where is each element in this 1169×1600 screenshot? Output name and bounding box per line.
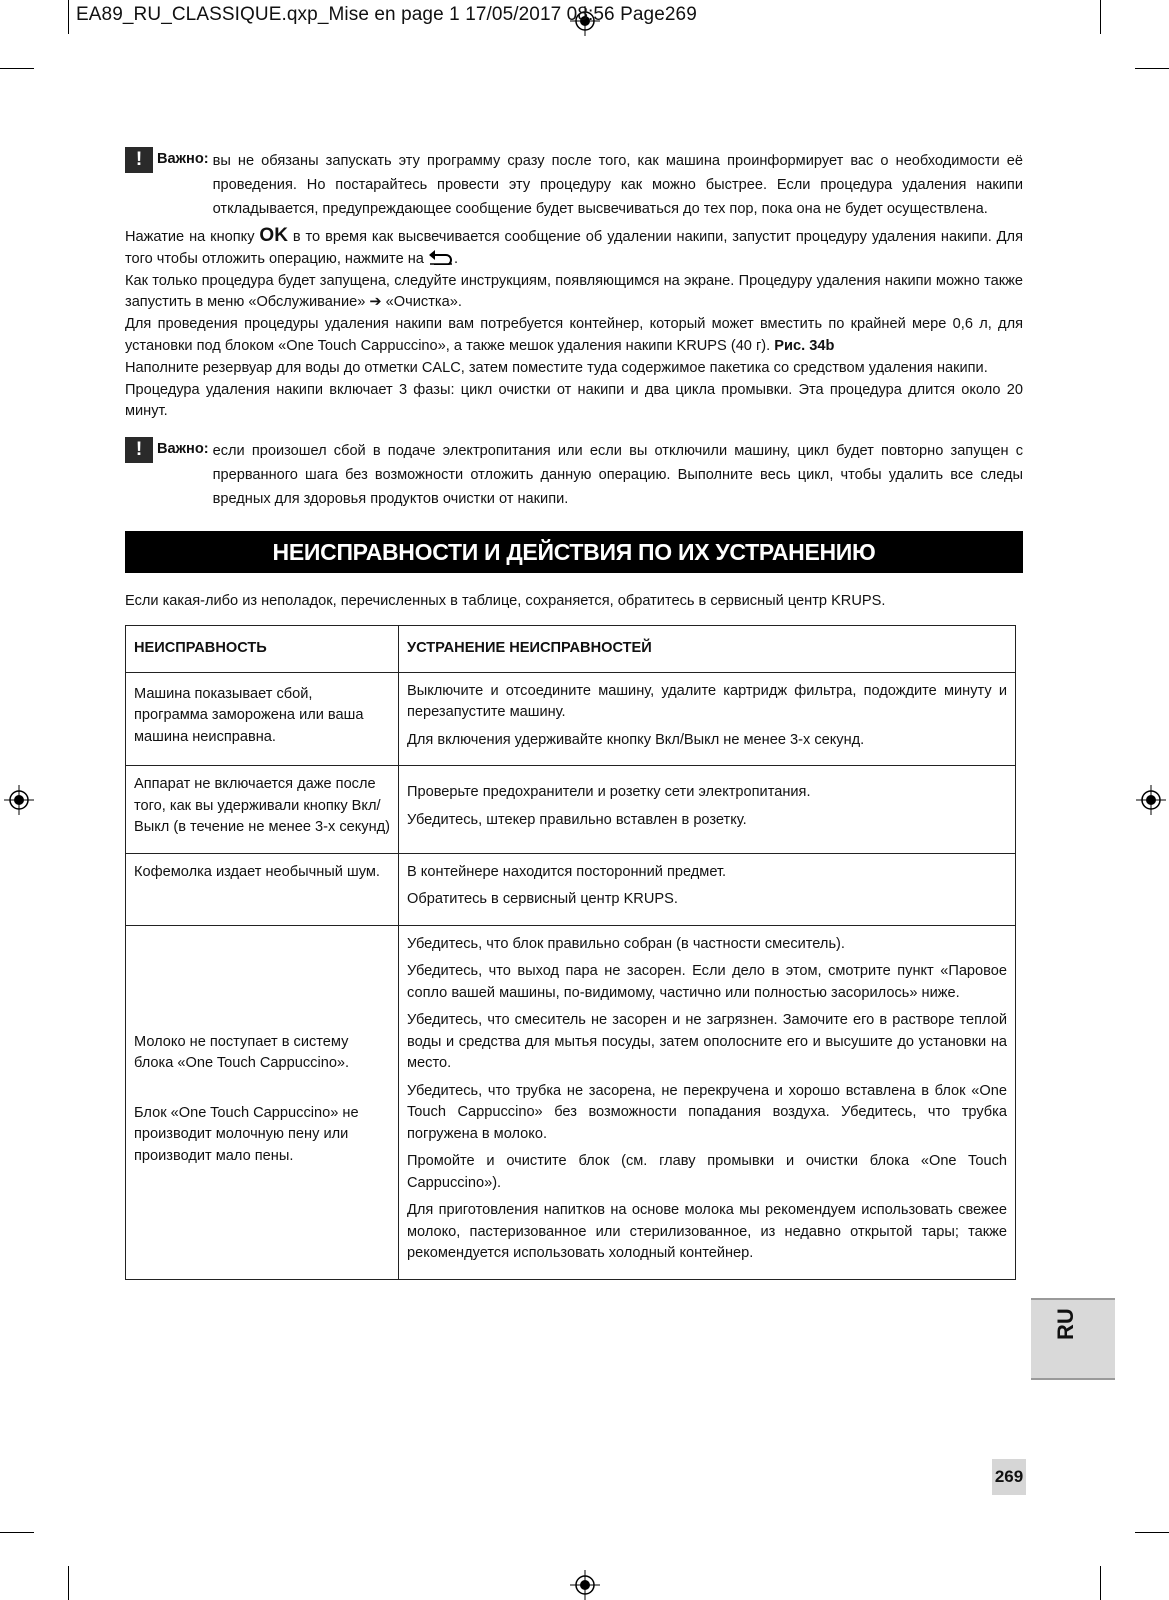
language-tab-label: RU bbox=[1053, 1308, 1078, 1340]
text-span: Нажатие на кнопку bbox=[125, 229, 260, 245]
solution-text: Промойте и очистите блок (см. главу промывки и очистки блока «One Touch Cappuccino»). bbox=[407, 1153, 1007, 1191]
solution-text: Убедитесь, что блок правильно собран (в частности смеситель). bbox=[407, 935, 845, 952]
crop-mark bbox=[68, 1566, 69, 1600]
crop-mark bbox=[68, 0, 69, 34]
warning-label: Важно: bbox=[157, 151, 209, 167]
table-row bbox=[126, 925, 1016, 1279]
warning-text: если произошел сбой в подаче электропитания или если вы отключили машину, цикл будет повторно запущен с прерванного шага без возможности отложить данную операцию. Выполните весь цикл, чтобы удалить все следы вредных для здоровья продуктов очистки от накипи. bbox=[212, 443, 1023, 508]
warning-block bbox=[125, 147, 1023, 221]
crop-mark bbox=[1100, 1566, 1101, 1600]
back-arrow-icon bbox=[428, 249, 454, 265]
section-intro: Если какая-либо из неполадок, перечисленных в таблице, сохраняется, обратитесь в сервисный центр KRUPS. bbox=[125, 593, 886, 610]
registration-mark-icon bbox=[570, 1570, 600, 1600]
paragraph bbox=[125, 271, 1023, 315]
registration-mark-icon bbox=[4, 785, 34, 815]
exclamation-icon: ! bbox=[125, 147, 153, 173]
table-header-row bbox=[126, 625, 1016, 672]
page-content bbox=[125, 147, 1023, 1280]
solution-cell bbox=[399, 766, 1016, 854]
text-span: Для проведения процедуры удаления накипи вам потребуется контейнер, который может вместить по крайней мере 0,6 л, для установки под блоком «One Touch Cappuccino», а также мешок удаления накипи KRUPS (40 г). bbox=[125, 316, 1023, 354]
solution-text: В контейнере находится посторонний предмет. bbox=[407, 863, 727, 880]
crop-mark bbox=[0, 1532, 34, 1533]
solution-text: Убедитесь, что смеситель не засорен и не загрязнен. Замочите его в растворе теплой воды и средства для мытья посуды, затем ополосните его и высушите до установки на место. bbox=[407, 1012, 1007, 1072]
table-row bbox=[126, 766, 1016, 854]
problem-text: Аппарат не включается даже после того, как вы удерживали кнопку Вкл/Выкл (в течение не менее 3-х секунд) bbox=[134, 776, 391, 836]
paragraph: Процедура удаления накипи включает 3 фазы: цикл очистки от накипи и два цикла промывки. Эта процедура длится около 20 минут. bbox=[125, 381, 1023, 420]
column-header: УСТРАНЕНИЕ НЕИСПРАВНОСТЕЙ bbox=[399, 625, 1016, 672]
problem-text: Блок «One Touch Cappuccino» не производит молочную пену или производит мало пены. bbox=[134, 1104, 359, 1164]
table-row bbox=[126, 853, 1016, 925]
warning-label: Важно: bbox=[157, 441, 209, 458]
figure-reference: Рис. 34b bbox=[774, 337, 835, 354]
solution-text: Для приготовления напитков на основе молока мы рекомендуем использовать свежее молоко, пастеризованное или стерилизованное, из недавно открытой тары; также рекомендуется использовать холодный контейнер. bbox=[407, 1202, 1007, 1262]
section-title: НЕИСПРАВНОСТИ И ДЕЙСТВИЯ ПО ИХ УСТРАНЕНИЮ bbox=[125, 531, 1023, 573]
solution-text: Обратитесь в сервисный центр KRUPS. bbox=[407, 891, 678, 908]
paragraph bbox=[125, 314, 1023, 358]
paragraph bbox=[125, 225, 1023, 271]
crop-mark bbox=[1135, 68, 1169, 69]
warning-text: вы не обязаны запускать эту программу сразу после того, как машина проинформирует вас о необходимости её проведения. Но постарайтесь провести эту процедуру как можно быстрее. Если процедура удаления накипи откладывается, предупреждающее сообщение будет высвечиваться до тех пор, пока она не будет осуществлена. bbox=[212, 153, 1023, 217]
problem-cell bbox=[126, 853, 399, 925]
paragraph: Наполните резервуар для воды до отметки CALC, затем поместите туда содержимое пакетика со средством удаления накипи. bbox=[125, 359, 988, 376]
crop-mark bbox=[1100, 0, 1101, 34]
solution-cell bbox=[399, 672, 1016, 766]
problem-cell bbox=[126, 925, 399, 1279]
text-span: Как только процедура будет запущена, следуйте инструкциям, появляющимся на экране. Процедуру удаления накипи можно также запустить в меню «Обслуживание» bbox=[125, 272, 1023, 311]
solution-cell bbox=[399, 853, 1016, 925]
solution-text: Проверьте предохранители и розетку сети электропитания. bbox=[407, 784, 811, 801]
text-span: «Очистка». bbox=[381, 294, 462, 311]
problem-cell bbox=[126, 672, 399, 766]
solution-cell bbox=[399, 925, 1016, 1279]
troubleshooting-table bbox=[125, 625, 1016, 1280]
problem-text: Кофемолка издает необычный шум. bbox=[134, 863, 380, 880]
solution-text: Выключите и отсоедините машину, удалите картридж фильтра, подождите минуту и перезапустите машину. bbox=[407, 682, 1007, 721]
exclamation-icon: ! bbox=[125, 437, 153, 463]
text-span: в то время как высвечивается сообщение об удалении накипи, запустит процедуру удаления накипи. Для того чтобы отложить операцию, нажмите на bbox=[125, 229, 1023, 267]
problem-cell bbox=[126, 766, 399, 854]
language-tab bbox=[1031, 1298, 1115, 1380]
table-row bbox=[126, 672, 1016, 766]
problem-text: Молоко не поступает в систему блока «One Touch Cappuccino». bbox=[134, 1033, 350, 1072]
page-number: 269 bbox=[992, 1459, 1026, 1495]
problem-text: Машина показывает сбой, программа заморожена или ваша машина неисправна. bbox=[134, 685, 364, 745]
crop-mark bbox=[0, 68, 34, 69]
print-slug: EA89_RU_CLASSIQUE.qxp_Mise en page 1 17/05/2017 08:56 Page269 bbox=[76, 4, 697, 25]
crop-mark bbox=[1135, 1532, 1169, 1533]
registration-mark-icon bbox=[1136, 785, 1166, 815]
solution-text: Убедитесь, что трубка не засорена, не перекручена и хорошо вставлена в блок «One Touch Cappuccino» без возможности попадания воздуха. Убедитесь, что трубка погружена в молоко. bbox=[407, 1082, 1007, 1142]
column-header: НЕИСПРАВНОСТЬ bbox=[126, 625, 399, 672]
text-span: . bbox=[453, 250, 459, 267]
solution-text: Убедитесь, что выход пара не засорен. Если дело в этом, смотрите пункт «Паровое сопло вашей машины, по-видимому, частично или полностью засорилось» ниже. bbox=[407, 963, 1007, 1001]
solution-text: Для включения удерживайте кнопку Вкл/Выкл не менее 3-х секунд. bbox=[407, 731, 865, 748]
ok-button-label: OK bbox=[259, 225, 288, 246]
warning-block bbox=[125, 437, 1023, 511]
solution-text: Убедитесь, штекер правильно вставлен в розетку. bbox=[407, 811, 747, 828]
arrow-icon: ➔ bbox=[369, 294, 382, 311]
